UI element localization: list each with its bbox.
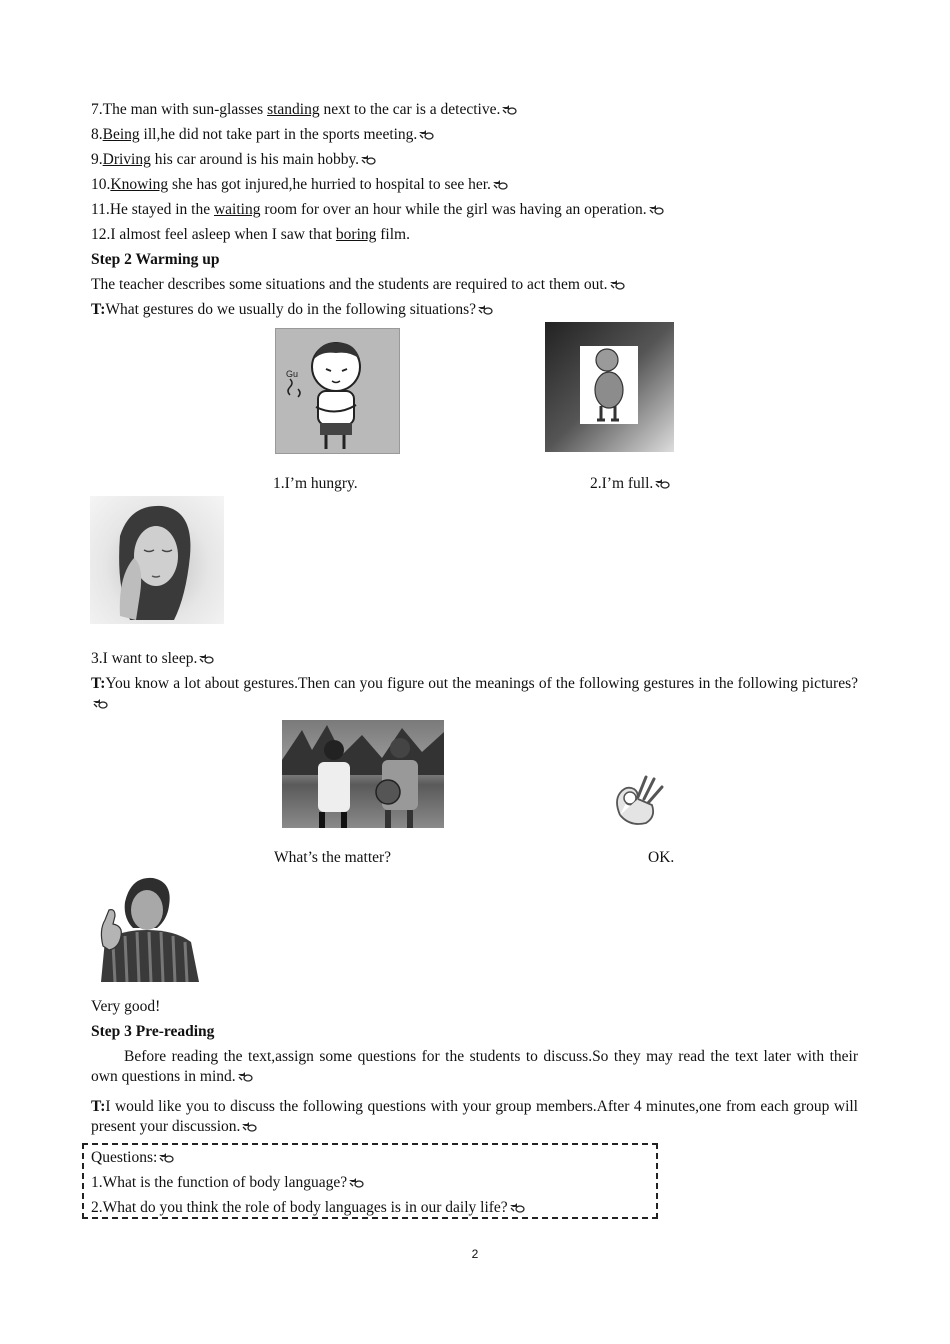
step2-question: T:What gestures do we usually do in the following situations?: [91, 300, 494, 320]
sentence-12: 12.I almost feel asleep when I saw that boring film.: [91, 226, 410, 243]
underlined-word: boring: [335, 226, 377, 243]
step2-intro: The teacher describes some situations and the students are required to act them out.: [91, 275, 626, 295]
paragraph-mark-icon: [654, 479, 671, 489]
caption-hungry: 1.I’m hungry.: [273, 475, 358, 492]
step2-heading: Step 2 Warming up: [91, 251, 220, 268]
sentence-8: 8.Being ill,he did not take part in the sports meeting.: [91, 125, 435, 145]
hungry-boy-image: [275, 328, 400, 454]
caption-full: 2.I’m full.: [590, 474, 671, 494]
step3-paragraph: Before reading the text,assign some questions for the students to discuss.So they may read the text later with their own questions in mind.: [91, 1048, 858, 1085]
page-number: 2: [471, 1247, 479, 1261]
paragraph-mark-icon: [92, 699, 109, 709]
paragraph-mark-icon: [492, 180, 509, 190]
sentence-7: 7.The man with sun-glasses standing next to the car is a detective.: [91, 100, 518, 120]
underlined-word: Knowing: [110, 176, 169, 193]
underlined-word: standing: [267, 101, 320, 118]
underlined-word: Being: [102, 126, 140, 143]
paragraph-mark-icon: [360, 155, 377, 165]
sentence-11: 11.He stayed in the waiting room for over an hour while the girl was having an operation.: [91, 200, 665, 220]
caption-matter: What’s the matter?: [274, 849, 392, 866]
svg-text:Gu: Gu: [286, 369, 299, 379]
paragraph-mark-icon: [158, 1153, 175, 1163]
paragraph-mark-icon: [418, 130, 435, 140]
paragraph-mark-icon: [237, 1072, 254, 1082]
paragraph-mark-icon: [501, 105, 518, 115]
underlined-word: Driving: [102, 151, 151, 168]
paragraph-mark-icon: [477, 305, 494, 315]
paragraph-mark-icon: [198, 654, 215, 664]
ok-hand-image: [610, 771, 668, 829]
full-man-image: [545, 322, 674, 452]
caption-ok: OK.: [648, 849, 675, 866]
paragraph-mark-icon: [648, 205, 665, 215]
paragraph-mark-icon: [348, 1178, 365, 1188]
questions-label: Questions:: [91, 1148, 175, 1168]
paragraph-mark-icon: [609, 280, 626, 290]
two-men-image: [282, 720, 444, 828]
step3-heading: Step 3 Pre-reading: [91, 1023, 215, 1040]
caption-sleep: 3.I want to sleep.: [91, 649, 215, 669]
sentence-10: 10.Knowing she has got injured,he hurried to hospital to see her.: [91, 175, 509, 195]
paragraph-mark-icon: [241, 1122, 258, 1132]
sentence-9: 9.Driving his car around is his main hobby.: [91, 150, 377, 170]
step3-t-paragraph: T:I would like you to discuss the following questions with your group members.After 4 minutes,one from each group will present your discussion.: [91, 1098, 858, 1135]
thumbs-up-man-image: [91, 874, 201, 982]
question-2: 2.What do you think the role of body languages is in our daily life?: [91, 1198, 526, 1218]
step2-t2-paragraph: T:You know a lot about gestures.Then can you figure out the meanings of the following gestures in the following pictures?: [91, 674, 858, 714]
paragraph-mark-icon: [509, 1203, 526, 1213]
underlined-word: waiting: [213, 201, 261, 218]
caption-very-good: Very good!: [91, 998, 161, 1015]
question-1: 1.What is the function of body language?: [91, 1173, 365, 1193]
sleepy-woman-image: [90, 496, 224, 624]
